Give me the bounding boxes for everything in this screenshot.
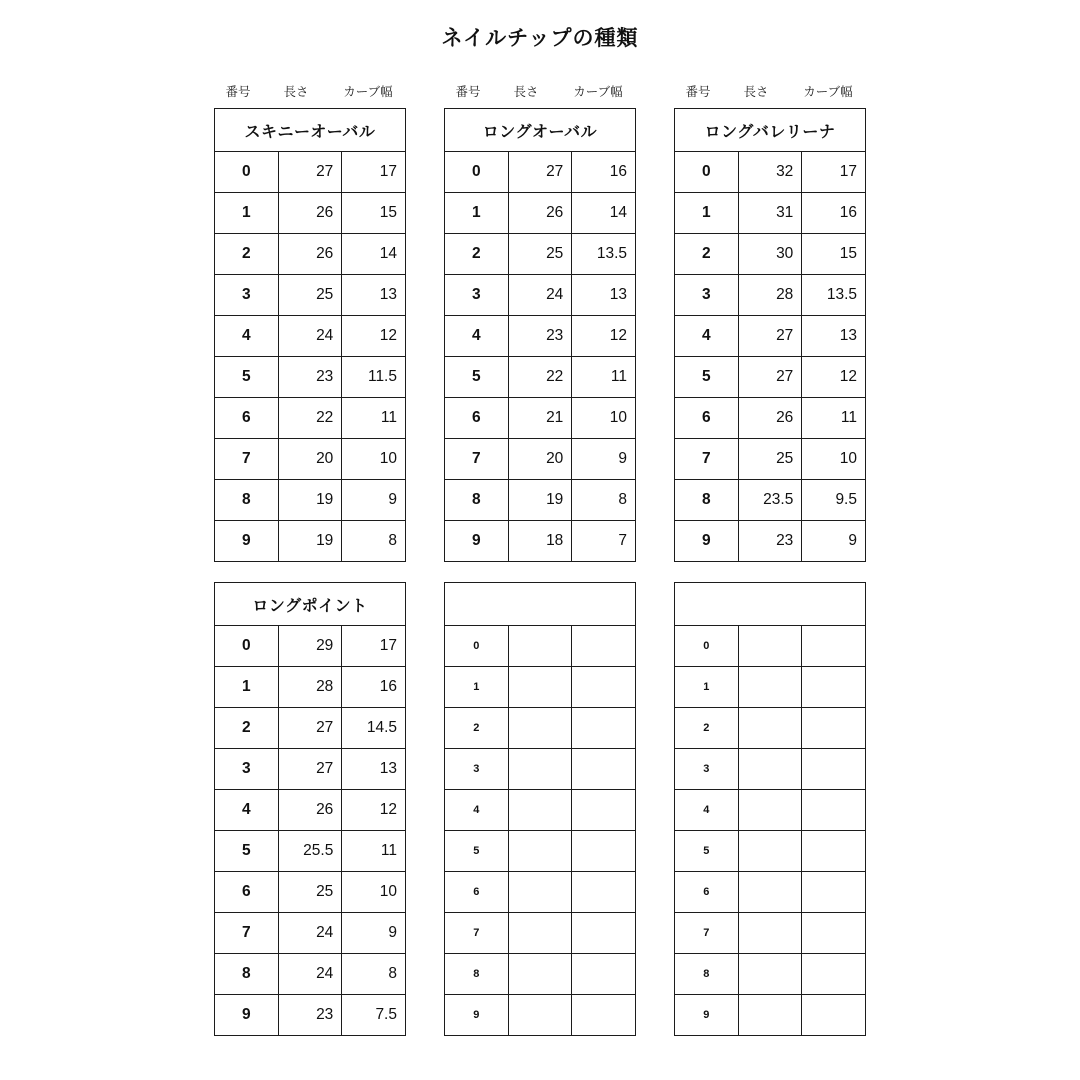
- row-number-cell: 0: [675, 626, 739, 667]
- length-cell: [508, 831, 572, 872]
- length-cell: [738, 749, 802, 790]
- table-title: ロングバレリーナ: [675, 109, 866, 152]
- curve-width-cell: 8: [342, 954, 406, 995]
- column-header-label: 長さ: [743, 85, 769, 99]
- curve-width-cell: 10: [802, 439, 866, 480]
- row-number-cell: 3: [445, 275, 509, 316]
- row-number-cell: 5: [445, 831, 509, 872]
- curve-width-cell: [802, 954, 866, 995]
- length-cell: 23: [278, 357, 342, 398]
- table-row: [215, 275, 406, 316]
- row-number-cell: 3: [675, 275, 739, 316]
- length-cell: 22: [278, 398, 342, 439]
- table-title: ロングポイント: [215, 583, 406, 626]
- length-cell: [508, 708, 572, 749]
- curve-width-cell: 11: [342, 831, 406, 872]
- length-cell: 27: [278, 152, 342, 193]
- length-cell: 26: [738, 398, 802, 439]
- table-row: [675, 521, 866, 562]
- table-row: [215, 316, 406, 357]
- curve-width-cell: 8: [342, 521, 406, 562]
- row-number-cell: 5: [445, 357, 509, 398]
- table-row: [675, 954, 866, 995]
- row-number-cell: 4: [445, 790, 509, 831]
- row-number-cell: 5: [675, 831, 739, 872]
- curve-width-cell: 12: [342, 316, 406, 357]
- length-cell: 26: [278, 234, 342, 275]
- table-row: [215, 152, 406, 193]
- length-cell: [508, 995, 572, 1036]
- length-cell: 23: [278, 995, 342, 1036]
- curve-width-cell: [802, 995, 866, 1036]
- length-cell: 27: [278, 749, 342, 790]
- table-row: [445, 357, 636, 398]
- table-row: [215, 872, 406, 913]
- table-row: [445, 913, 636, 954]
- row-number-cell: 1: [675, 667, 739, 708]
- size-table: [214, 582, 406, 1036]
- row-number-cell: 4: [215, 316, 279, 357]
- table-row: [445, 398, 636, 439]
- curve-width-cell: 12: [342, 790, 406, 831]
- row-number-cell: 2: [215, 708, 279, 749]
- row-number-cell: 6: [675, 872, 739, 913]
- length-cell: [738, 913, 802, 954]
- length-cell: [738, 954, 802, 995]
- length-cell: 27: [278, 708, 342, 749]
- table-row: [215, 954, 406, 995]
- row-number-cell: 3: [215, 749, 279, 790]
- table-row: [445, 439, 636, 480]
- length-cell: 25: [508, 234, 572, 275]
- curve-width-cell: [802, 708, 866, 749]
- row-number-cell: 9: [675, 521, 739, 562]
- length-cell: 19: [278, 521, 342, 562]
- column-header-label: 番号: [685, 85, 711, 99]
- row-number-cell: 6: [215, 398, 279, 439]
- length-cell: [738, 831, 802, 872]
- curve-width-cell: 13: [802, 316, 866, 357]
- table-row: [675, 790, 866, 831]
- row-number-cell: 8: [215, 954, 279, 995]
- row-number-cell: 6: [675, 398, 739, 439]
- table-row: [675, 913, 866, 954]
- size-table: [674, 582, 866, 1036]
- length-cell: 25: [738, 439, 802, 480]
- curve-width-cell: 13: [342, 749, 406, 790]
- row-number-cell: 0: [445, 626, 509, 667]
- size-table: [444, 108, 636, 562]
- table-row: [445, 521, 636, 562]
- table-row: [445, 667, 636, 708]
- table-title: [445, 583, 636, 626]
- size-table-block: [214, 582, 406, 1036]
- row-number-cell: 1: [675, 193, 739, 234]
- curve-width-cell: 13.5: [572, 234, 636, 275]
- curve-width-cell: 10: [572, 398, 636, 439]
- column-header-label: カーブ幅: [343, 85, 393, 99]
- column-header-label: カーブ幅: [573, 85, 623, 99]
- column-header-label: 長さ: [283, 85, 309, 99]
- length-cell: 32: [738, 152, 802, 193]
- curve-width-cell: [572, 995, 636, 1036]
- length-cell: 26: [508, 193, 572, 234]
- curve-width-cell: 16: [802, 193, 866, 234]
- table-row: [675, 995, 866, 1036]
- curve-width-cell: 7.5: [342, 995, 406, 1036]
- column-headers: [214, 80, 406, 100]
- row-number-cell: 9: [445, 521, 509, 562]
- length-cell: 23: [738, 521, 802, 562]
- curve-width-cell: 12: [802, 357, 866, 398]
- curve-width-cell: 9: [342, 480, 406, 521]
- row-number-cell: 4: [215, 790, 279, 831]
- table-row: [675, 398, 866, 439]
- row-number-cell: 6: [445, 398, 509, 439]
- row-number-cell: 2: [215, 234, 279, 275]
- table-row: [675, 357, 866, 398]
- length-cell: [508, 790, 572, 831]
- table-row: [215, 398, 406, 439]
- length-cell: 25: [278, 872, 342, 913]
- length-cell: [508, 954, 572, 995]
- curve-width-cell: [802, 667, 866, 708]
- table-row: [675, 749, 866, 790]
- row-number-cell: 0: [215, 152, 279, 193]
- table-row: [215, 439, 406, 480]
- row-number-cell: 8: [675, 954, 739, 995]
- curve-width-cell: [572, 708, 636, 749]
- curve-width-cell: 12: [572, 316, 636, 357]
- row-number-cell: 1: [215, 667, 279, 708]
- curve-width-cell: 11: [342, 398, 406, 439]
- length-cell: [738, 790, 802, 831]
- curve-width-cell: [572, 872, 636, 913]
- length-cell: [738, 626, 802, 667]
- curve-width-cell: 16: [572, 152, 636, 193]
- table-row: [675, 667, 866, 708]
- size-table: [674, 108, 866, 562]
- row-number-cell: 8: [675, 480, 739, 521]
- length-cell: 28: [738, 275, 802, 316]
- row-number-cell: 8: [445, 954, 509, 995]
- length-cell: 29: [278, 626, 342, 667]
- row-number-cell: 7: [675, 913, 739, 954]
- curve-width-cell: 16: [342, 667, 406, 708]
- length-cell: 21: [508, 398, 572, 439]
- curve-width-cell: 15: [802, 234, 866, 275]
- length-cell: 25: [278, 275, 342, 316]
- length-cell: 20: [508, 439, 572, 480]
- table-row: [445, 831, 636, 872]
- length-cell: [738, 708, 802, 749]
- length-cell: 26: [278, 790, 342, 831]
- row-number-cell: 1: [445, 193, 509, 234]
- curve-width-cell: 9: [342, 913, 406, 954]
- length-cell: [508, 913, 572, 954]
- curve-width-cell: 13.5: [802, 275, 866, 316]
- curve-width-cell: [802, 626, 866, 667]
- length-cell: 27: [738, 316, 802, 357]
- length-cell: 24: [508, 275, 572, 316]
- table-row: [445, 316, 636, 357]
- row-number-cell: 3: [675, 749, 739, 790]
- row-number-cell: 8: [215, 480, 279, 521]
- length-cell: 28: [278, 667, 342, 708]
- row-number-cell: 7: [675, 439, 739, 480]
- table-row: [445, 626, 636, 667]
- curve-width-cell: 14.5: [342, 708, 406, 749]
- table-row: [675, 152, 866, 193]
- table-title: ロングオーバル: [445, 109, 636, 152]
- curve-width-cell: 9.5: [802, 480, 866, 521]
- length-cell: 24: [278, 316, 342, 357]
- column-headers: [674, 80, 866, 100]
- curve-width-cell: 13: [342, 275, 406, 316]
- row-number-cell: 1: [445, 667, 509, 708]
- length-cell: 30: [738, 234, 802, 275]
- row-number-cell: 1: [215, 193, 279, 234]
- column-header-label: 番号: [225, 85, 251, 99]
- row-number-cell: 0: [215, 626, 279, 667]
- curve-width-cell: [572, 790, 636, 831]
- row-number-cell: 0: [675, 152, 739, 193]
- row-number-cell: 4: [675, 790, 739, 831]
- curve-width-cell: 14: [572, 193, 636, 234]
- table-row: [445, 995, 636, 1036]
- curve-width-cell: 17: [802, 152, 866, 193]
- curve-width-cell: [802, 790, 866, 831]
- table-row: [445, 790, 636, 831]
- row-number-cell: 2: [445, 708, 509, 749]
- length-cell: [508, 667, 572, 708]
- curve-width-cell: 8: [572, 480, 636, 521]
- row-number-cell: 3: [445, 749, 509, 790]
- length-cell: [738, 995, 802, 1036]
- table-row: [675, 193, 866, 234]
- curve-width-cell: 7: [572, 521, 636, 562]
- column-header-label: 長さ: [513, 85, 539, 99]
- table-row: [215, 708, 406, 749]
- curve-width-cell: 14: [342, 234, 406, 275]
- table-row: [675, 480, 866, 521]
- curve-width-cell: [572, 749, 636, 790]
- curve-width-cell: [802, 749, 866, 790]
- curve-width-cell: 10: [342, 872, 406, 913]
- table-row: [445, 193, 636, 234]
- table-row: [215, 749, 406, 790]
- table-row: [675, 316, 866, 357]
- table-row: [675, 275, 866, 316]
- table-row: [215, 790, 406, 831]
- length-cell: 27: [508, 152, 572, 193]
- row-number-cell: 9: [215, 521, 279, 562]
- column-header-label: カーブ幅: [803, 85, 853, 99]
- length-cell: 24: [278, 913, 342, 954]
- curve-width-cell: 9: [802, 521, 866, 562]
- table-row: [215, 995, 406, 1036]
- row-number-cell: 5: [675, 357, 739, 398]
- row-number-cell: 3: [215, 275, 279, 316]
- curve-width-cell: [572, 626, 636, 667]
- column-header-label: 番号: [455, 85, 481, 99]
- length-cell: 26: [278, 193, 342, 234]
- table-row: [675, 439, 866, 480]
- row-number-cell: 7: [215, 439, 279, 480]
- length-cell: 31: [738, 193, 802, 234]
- row-number-cell: 6: [445, 872, 509, 913]
- column-headers: [444, 80, 636, 100]
- curve-width-cell: [802, 913, 866, 954]
- table-row: [675, 234, 866, 275]
- table-row: [215, 234, 406, 275]
- table-row: [215, 193, 406, 234]
- table-row: [675, 831, 866, 872]
- table-row: [215, 480, 406, 521]
- curve-width-cell: 10: [342, 439, 406, 480]
- curve-width-cell: 11.5: [342, 357, 406, 398]
- length-cell: 23.5: [738, 480, 802, 521]
- row-number-cell: 9: [675, 995, 739, 1036]
- length-cell: 20: [278, 439, 342, 480]
- curve-width-cell: 17: [342, 626, 406, 667]
- table-row: [445, 872, 636, 913]
- table-row: [675, 872, 866, 913]
- curve-width-cell: [572, 667, 636, 708]
- row-number-cell: 4: [675, 316, 739, 357]
- curve-width-cell: 17: [342, 152, 406, 193]
- length-cell: [508, 626, 572, 667]
- size-table: [444, 582, 636, 1036]
- size-table-block: [674, 80, 866, 562]
- table-row: [215, 521, 406, 562]
- row-number-cell: 5: [215, 831, 279, 872]
- size-table-block: [214, 80, 406, 562]
- row-number-cell: 8: [445, 480, 509, 521]
- curve-width-cell: 9: [572, 439, 636, 480]
- curve-width-cell: 11: [572, 357, 636, 398]
- row-number-cell: 7: [445, 913, 509, 954]
- table-row: [675, 708, 866, 749]
- table-title: スキニーオーバル: [215, 109, 406, 152]
- row-number-cell: 2: [445, 234, 509, 275]
- length-cell: 19: [508, 480, 572, 521]
- row-number-cell: 9: [215, 995, 279, 1036]
- table-row: [445, 749, 636, 790]
- table-row: [215, 626, 406, 667]
- size-table-block: [444, 582, 636, 1036]
- curve-width-cell: 13: [572, 275, 636, 316]
- size-table: [214, 108, 406, 562]
- table-row: [445, 152, 636, 193]
- curve-width-cell: [802, 831, 866, 872]
- row-number-cell: 2: [675, 234, 739, 275]
- length-cell: 24: [278, 954, 342, 995]
- row-number-cell: 5: [215, 357, 279, 398]
- table-row: [445, 954, 636, 995]
- table-row: [215, 831, 406, 872]
- table-row: [445, 275, 636, 316]
- table-row: [215, 357, 406, 398]
- curve-width-cell: [572, 954, 636, 995]
- size-table-block: [444, 80, 636, 562]
- curve-width-cell: [572, 831, 636, 872]
- row-number-cell: 6: [215, 872, 279, 913]
- length-cell: 23: [508, 316, 572, 357]
- table-title: [675, 583, 866, 626]
- table-row: [215, 667, 406, 708]
- curve-width-cell: [572, 913, 636, 954]
- size-table-block: [674, 582, 866, 1036]
- length-cell: 27: [738, 357, 802, 398]
- row-number-cell: 0: [445, 152, 509, 193]
- table-row: [215, 913, 406, 954]
- row-number-cell: 9: [445, 995, 509, 1036]
- curve-width-cell: 11: [802, 398, 866, 439]
- row-number-cell: 4: [445, 316, 509, 357]
- length-cell: 18: [508, 521, 572, 562]
- curve-width-cell: 15: [342, 193, 406, 234]
- length-cell: [508, 749, 572, 790]
- page-title: ネイルチップの種類: [441, 27, 639, 50]
- length-cell: 22: [508, 357, 572, 398]
- table-row: [675, 626, 866, 667]
- row-number-cell: 2: [675, 708, 739, 749]
- table-row: [445, 708, 636, 749]
- row-number-cell: 7: [445, 439, 509, 480]
- length-cell: 19: [278, 480, 342, 521]
- length-cell: 25.5: [278, 831, 342, 872]
- size-tables-grid: [0, 80, 1080, 1036]
- length-cell: [738, 872, 802, 913]
- row-number-cell: 7: [215, 913, 279, 954]
- length-cell: [508, 872, 572, 913]
- table-row: [445, 234, 636, 275]
- curve-width-cell: [802, 872, 866, 913]
- table-row: [445, 480, 636, 521]
- length-cell: [738, 667, 802, 708]
